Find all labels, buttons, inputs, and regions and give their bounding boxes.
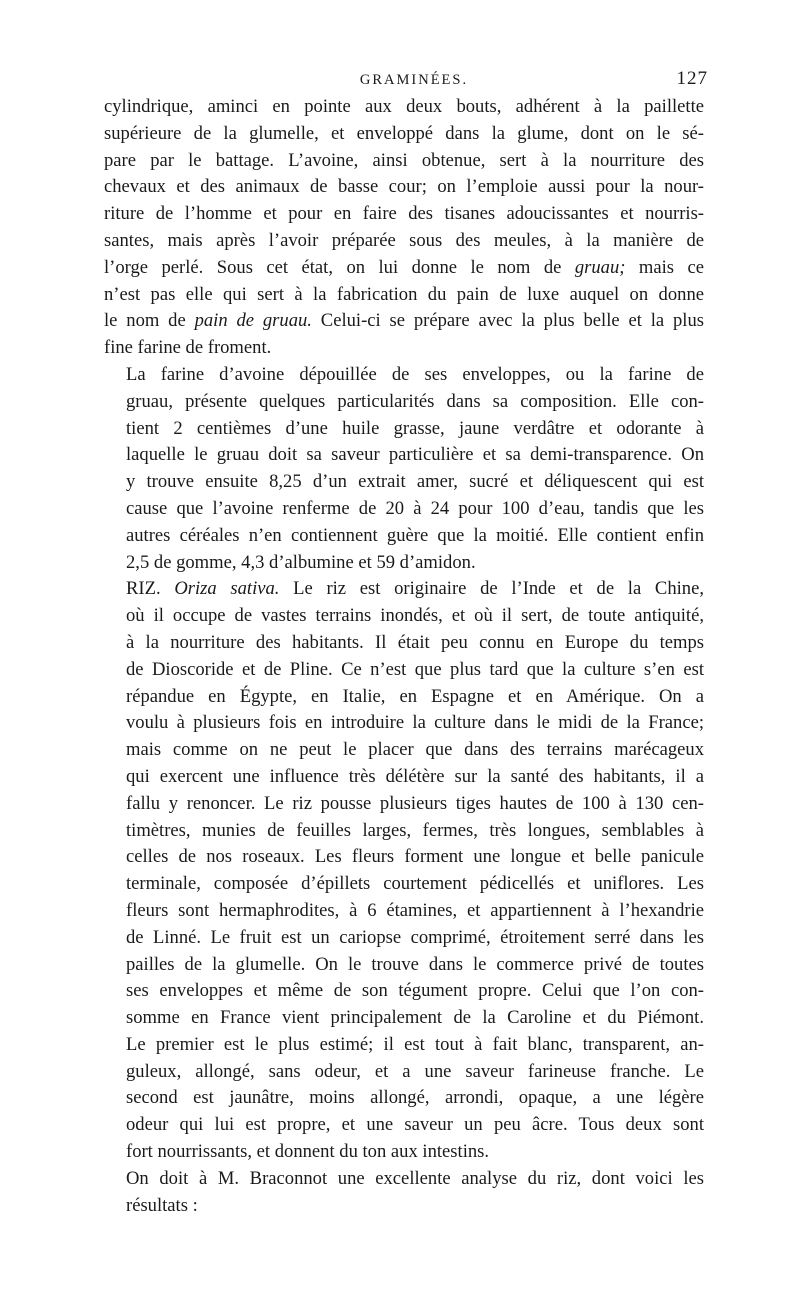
text-line: l’orge perlé. Sous cet état, on lui donne le nom de gruau; mais ce xyxy=(104,256,704,278)
text-line: timètres, munies de feuilles larges, fermes, très longues, semblables à xyxy=(126,819,704,841)
text-line: y trouve ensuite 8,25 d’un extrait amer, sucré et déliquescent qui est xyxy=(126,471,704,493)
italic-term: gruau; xyxy=(574,256,626,278)
text-line: à la nourriture des habitants. Il était peu connu en Europe du temps xyxy=(126,631,704,653)
italic-term: pain de gruau. xyxy=(194,310,312,332)
text-line: second est jaunâtre, moins allongé, arrondi, opaque, a une légère xyxy=(126,1087,704,1109)
text-line: ses enveloppes et même de son tégument propre. Celui que l’on con- xyxy=(126,980,704,1002)
text-line: celles de nos roseaux. Les fleurs forment une longue et belle panicule xyxy=(126,846,704,868)
running-title: GRAMINÉES. xyxy=(359,72,469,88)
text-line: La farine d’avoine dépouillée de ses enveloppes, ou la farine de xyxy=(126,363,704,385)
text-line: laquelle le gruau doit sa saveur particulière et sa demi-transparence. On xyxy=(126,444,704,466)
paragraph-braconnot-analysis xyxy=(104,1166,704,1220)
paragraph-oats-continued xyxy=(104,94,704,362)
text-line: fine farine de froment. xyxy=(104,337,272,359)
book-page xyxy=(104,62,708,1219)
text-line: voulu à plusieurs fois en introduire la culture dans le midi de la France; xyxy=(126,712,704,734)
text-line: somme en France vient principalement de la Caroline et du Piémont. xyxy=(126,1007,704,1029)
text-line: pailles de la glumelle. On le trouve dans le commerce privé de toutes xyxy=(126,953,704,975)
text-line: Le premier est le plus estimé; il est tout à fait blanc, transparent, an- xyxy=(126,1033,704,1055)
text-line: où il occupe de vastes terrains inondés, et où il sert, de toute antiquité, xyxy=(126,605,704,627)
text-line: de Dioscoride et de Pline. Ce n’est que plus tard que la culture s’en est xyxy=(126,658,704,680)
paragraph-oat-flour xyxy=(104,362,704,576)
text-line: terminale, composée d’épillets courtement pédicellés et uniflores. Les xyxy=(126,873,704,895)
text-line: riture de l’homme et pour en faire des tisanes adoucissantes et nourris- xyxy=(104,203,704,225)
text-line: santes, mais après l’avoir préparée sous des meules, à la manière de xyxy=(104,229,704,251)
text-line: On doit à M. Braconnot une excellente analyse du riz, dont voici les xyxy=(126,1167,704,1189)
text-line: fallu y renoncer. Le riz pousse plusieurs tiges hautes de 100 à 130 cen- xyxy=(126,792,704,814)
small-caps-term: RIZ. xyxy=(126,578,161,600)
text-line: supérieure de la glumelle, et enveloppé dans la glume, dont on le sé- xyxy=(104,122,704,144)
text-line: n’est pas elle qui sert à la fabrication du pain de luxe auquel on donne xyxy=(104,283,704,305)
text-line: résultats : xyxy=(126,1194,198,1216)
text-line: chevaux et des animaux de basse cour; on l’emploie aussi pour la nour- xyxy=(104,176,704,198)
text-line: qui exercent une influence très délétère sur la santé des habitants, il a xyxy=(126,765,704,787)
text-line: fleurs sont hermaphrodites, à 6 étamines, et appartiennent à l’hexandrie xyxy=(126,899,704,921)
text-line: guleux, allongé, sans odeur, et a une saveur farineuse franche. Le xyxy=(126,1060,704,1082)
text-line: autres céréales n’en contiennent guère que la moitié. Elle contient enfin xyxy=(126,524,704,546)
text-line: de Linné. Le fruit est un cariopse comprimé, étroitement serré dans les xyxy=(126,926,704,948)
running-head xyxy=(104,62,708,92)
text-line: RIZ. Oriza sativa. Le riz est originaire de l’Inde et de la Chine, xyxy=(126,578,704,600)
text-line: cylindrique, aminci en pointe aux deux bouts, adhérent à la paillette xyxy=(104,96,704,117)
text-line: cause que l’avoine renferme de 20 à 24 pour 100 d’eau, tandis que les xyxy=(126,497,704,519)
text-line: répandue en Égypte, en Italie, en Espagne et en Amérique. On a xyxy=(126,685,704,707)
paragraph-rice xyxy=(104,576,704,1166)
text-line: odeur qui lui est propre, et une saveur un peu âcre. Tous deux sont xyxy=(126,1114,704,1136)
text-line: mais comme on ne peut le placer que dans des terrains marécageux xyxy=(126,739,704,761)
body-text xyxy=(104,94,704,1219)
text-line: tient 2 centièmes d’une huile grasse, jaune verdâtre et odorante à xyxy=(126,417,704,439)
page-number: 127 xyxy=(676,68,708,89)
text-line: pare par le battage. L’avoine, ainsi obtenue, sert à la nourriture des xyxy=(104,149,704,171)
text-line: 2,5 de gomme, 4,3 d’albumine et 59 d’amidon. xyxy=(126,551,476,573)
italic-term: Oriza sativa. xyxy=(174,578,280,600)
text-line: fort nourrissants, et donnent du ton aux intestins. xyxy=(126,1141,490,1163)
text-line: gruau, présente quelques particularités dans sa composition. Elle con- xyxy=(126,390,704,412)
text-line: le nom de pain de gruau. Celui-ci se prépare avec la plus belle et la plus xyxy=(104,310,704,332)
